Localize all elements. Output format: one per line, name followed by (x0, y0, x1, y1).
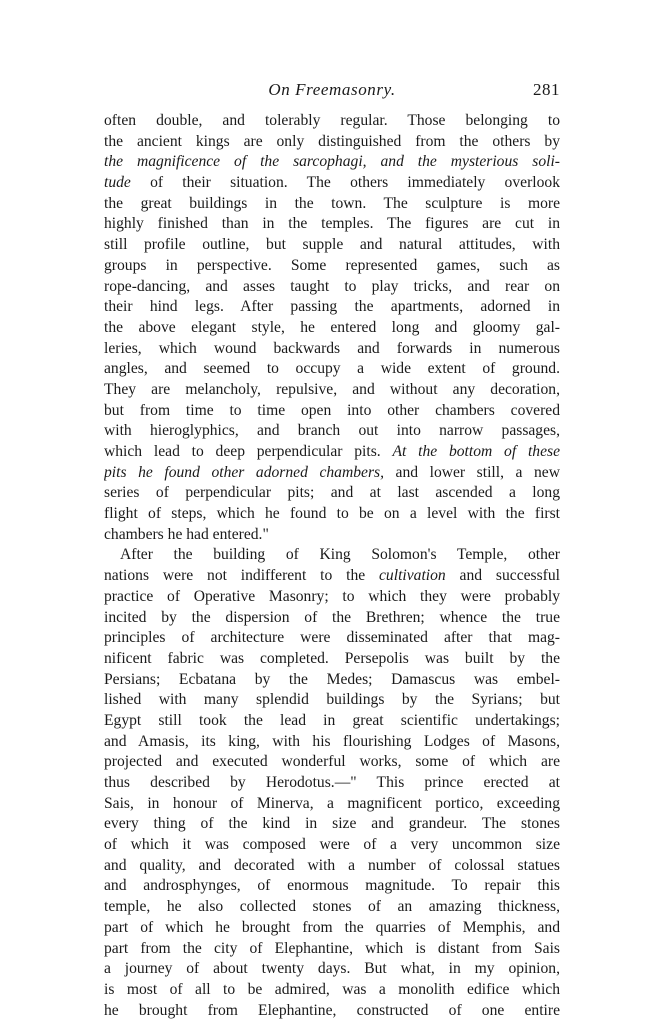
line-text-pre: which lead to deep perpendicular pits. (104, 443, 393, 460)
line-text: projected and executed wonderful works, some of which are (104, 753, 560, 771)
line-text-post: and successful (445, 567, 560, 585)
text-line (104, 421, 560, 442)
text-line (104, 214, 560, 235)
text-line (104, 277, 560, 298)
running-title: On Freemasonry. (268, 80, 396, 99)
text-line (104, 463, 560, 484)
line-text-pre: nations were not indifferent to the (104, 567, 380, 585)
text-line (104, 628, 560, 649)
line-text: chambers he had entered." (104, 525, 269, 543)
text-line (104, 545, 560, 566)
text-line (104, 318, 560, 339)
line-text: thus described by Herodotus.—" This prince erected at (104, 774, 560, 791)
line-text: Persians; Ecbatana by the Medes; Damascus was embel- (104, 670, 560, 688)
text-line (104, 608, 560, 629)
text-line (104, 339, 560, 360)
line-text: groups in perspective. Some represented games, such as (104, 256, 560, 274)
line-text: their hind legs. After passing the apartments, adorned in (104, 298, 560, 316)
line-text: lished with many splendid buildings by the Syrians; but (104, 691, 560, 709)
line-text: Sais, in honour of Minerva, a magnificent portico, exceeding (104, 794, 560, 812)
line-text: practice of Operative Masonry; to which they were probably (104, 587, 560, 605)
text-line (104, 194, 560, 215)
text-line (104, 732, 560, 753)
line-text: with hieroglyphics, and branch out into narrow passages, (104, 422, 560, 440)
text-line (104, 794, 560, 815)
text-line (104, 835, 560, 856)
line-text-post: of their situation. The others immediately overlook (130, 174, 560, 192)
text-line (104, 856, 560, 877)
text-line (104, 132, 560, 153)
line-text: temple, he also collected stones of an amazing thickness, (104, 898, 560, 916)
line-text: part from the city of Elephantine, which is distant from Sais (104, 939, 560, 957)
line-text: every thing of the kind in size and grandeur. The stones (104, 815, 560, 833)
text-line (104, 959, 560, 980)
italic-text: At the bottom of these (392, 443, 560, 460)
line-text: he brought from Elephantine, constructed of one entire (104, 1001, 560, 1019)
italic-text: cultivation (379, 567, 446, 585)
text-line (104, 752, 560, 773)
text-line (104, 297, 560, 318)
line-text: and androsphynges, of enormous magnitude. To repair this (104, 877, 560, 895)
line-text: series of perpendicular pits; and at last ascended a long (104, 484, 560, 502)
text-line (104, 918, 560, 939)
text-line (104, 235, 560, 256)
text-line (104, 401, 560, 422)
text-line (104, 380, 560, 401)
text-line (104, 1001, 560, 1021)
text-line (104, 504, 560, 525)
page-number: 281 (533, 80, 560, 99)
line-text: but from time to time open into other chambers covered (104, 401, 560, 419)
text-line (104, 152, 560, 173)
text-line (104, 670, 560, 691)
line-text: the great buildings in the town. The sculpture is more (104, 194, 560, 212)
line-text: of which it was composed were of a very uncommon size (104, 836, 560, 854)
line-text: flight of steps, which he found to be on a level with the first (104, 505, 560, 523)
line-text: a journey of about twenty days. But what, in my opinion, (104, 960, 560, 978)
text-line (104, 111, 560, 132)
line-text: Egypt still took the lead in great scientific undertakings; (104, 711, 560, 729)
line-text: rope-dancing, and asses taught to play tricks, and rear on (104, 277, 560, 295)
text-line (104, 711, 560, 732)
text-line (104, 814, 560, 835)
line-text: often double, and tolerably regular. Those belonging to (104, 112, 560, 129)
line-text: still profile outline, but supple and natural attitudes, with (104, 236, 560, 254)
line-text: highly finished than in the temples. The figures are cut in (104, 215, 560, 233)
text-line (104, 980, 560, 1001)
line-text: is most of all to be admired, was a monolith edifice which (104, 980, 560, 998)
text-line (104, 483, 560, 504)
line-text: and Amasis, its king, with his flourishing Lodges of Masons, (104, 732, 560, 750)
text-line (104, 256, 560, 277)
text-line (104, 442, 560, 463)
italic-text: tude (104, 174, 131, 192)
body-text (104, 111, 560, 1021)
text-line (104, 897, 560, 918)
italic-text: the magnificence of the sarcophagi, and the mysterious soli- (104, 153, 560, 171)
line-text: After the building of King Solomon's Temple, other (120, 546, 560, 564)
text-line (104, 690, 560, 711)
line-text: incited by the dispersion of the Brethren; whence the true (104, 608, 560, 626)
text-line (104, 587, 560, 608)
text-line (104, 173, 560, 194)
line-text: part of which he brought from the quarries of Memphis, and (104, 918, 560, 936)
italic-text: pits he found other adorned chambers, (104, 463, 384, 481)
text-line (104, 359, 560, 380)
line-text: They are melancholy, repulsive, and without any decoration, (104, 380, 560, 398)
text-line (104, 525, 560, 546)
line-text-post: and lower still, a new (383, 463, 560, 481)
line-text: the ancient kings are only distinguished from the others by (104, 132, 560, 150)
text-line (104, 566, 560, 587)
line-text: principles of architecture were disseminated after that mag- (104, 629, 560, 647)
page-header (104, 80, 560, 104)
line-text: leries, which wound backwards and forwards in numerous (104, 339, 560, 357)
line-text: angles, and seemed to occupy a wide extent of ground. (104, 360, 560, 378)
text-line (104, 939, 560, 960)
line-text: and quality, and decorated with a number of colossal statues (104, 856, 560, 874)
text-line (104, 773, 560, 794)
line-text: nificent fabric was completed. Persepolis was built by the (104, 649, 560, 667)
text-line (104, 876, 560, 897)
text-line (104, 649, 560, 670)
line-text: the above elegant style, he entered long and gloomy gal- (104, 318, 560, 336)
